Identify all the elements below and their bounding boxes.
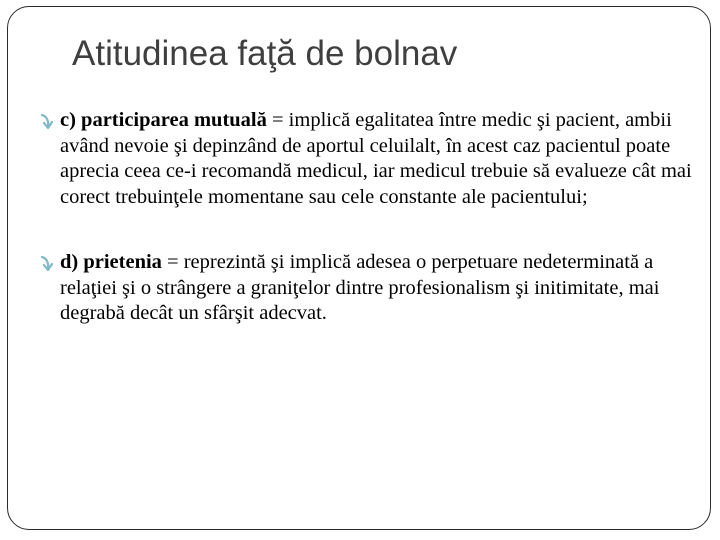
item-term: d) prietenia (60, 251, 162, 273)
list-item-participarea-mutuala (40, 108, 704, 210)
list-item-prietenia (40, 250, 704, 327)
curved-arrow-bullet-icon (40, 111, 58, 131)
slide-title: Atitudinea faţă de bolnav (72, 34, 458, 73)
curved-arrow-bullet-icon (40, 253, 58, 273)
slide-content (40, 108, 704, 327)
item-text: = implică egalitatea între medic şi pacient, ambii având nevoie şi depinzând de aportul celuilalt, în acest caz pacientul poate aprecia ceea ce-i recomandă medicul, iar medicul trebuie să evalueze cât mai corect trebuinţele momentane sau cele constante ale pacientului; (60, 109, 692, 208)
item-text: = reprezintă şi implică adesea o perpetuare nedeterminată a relaţiei şi o strângere a graniţelor dintre profesionalism şi initimitate, mai degrabă decât un sfârşit adecvat. (60, 251, 660, 324)
item-term: c) participarea mutuală (60, 109, 267, 131)
